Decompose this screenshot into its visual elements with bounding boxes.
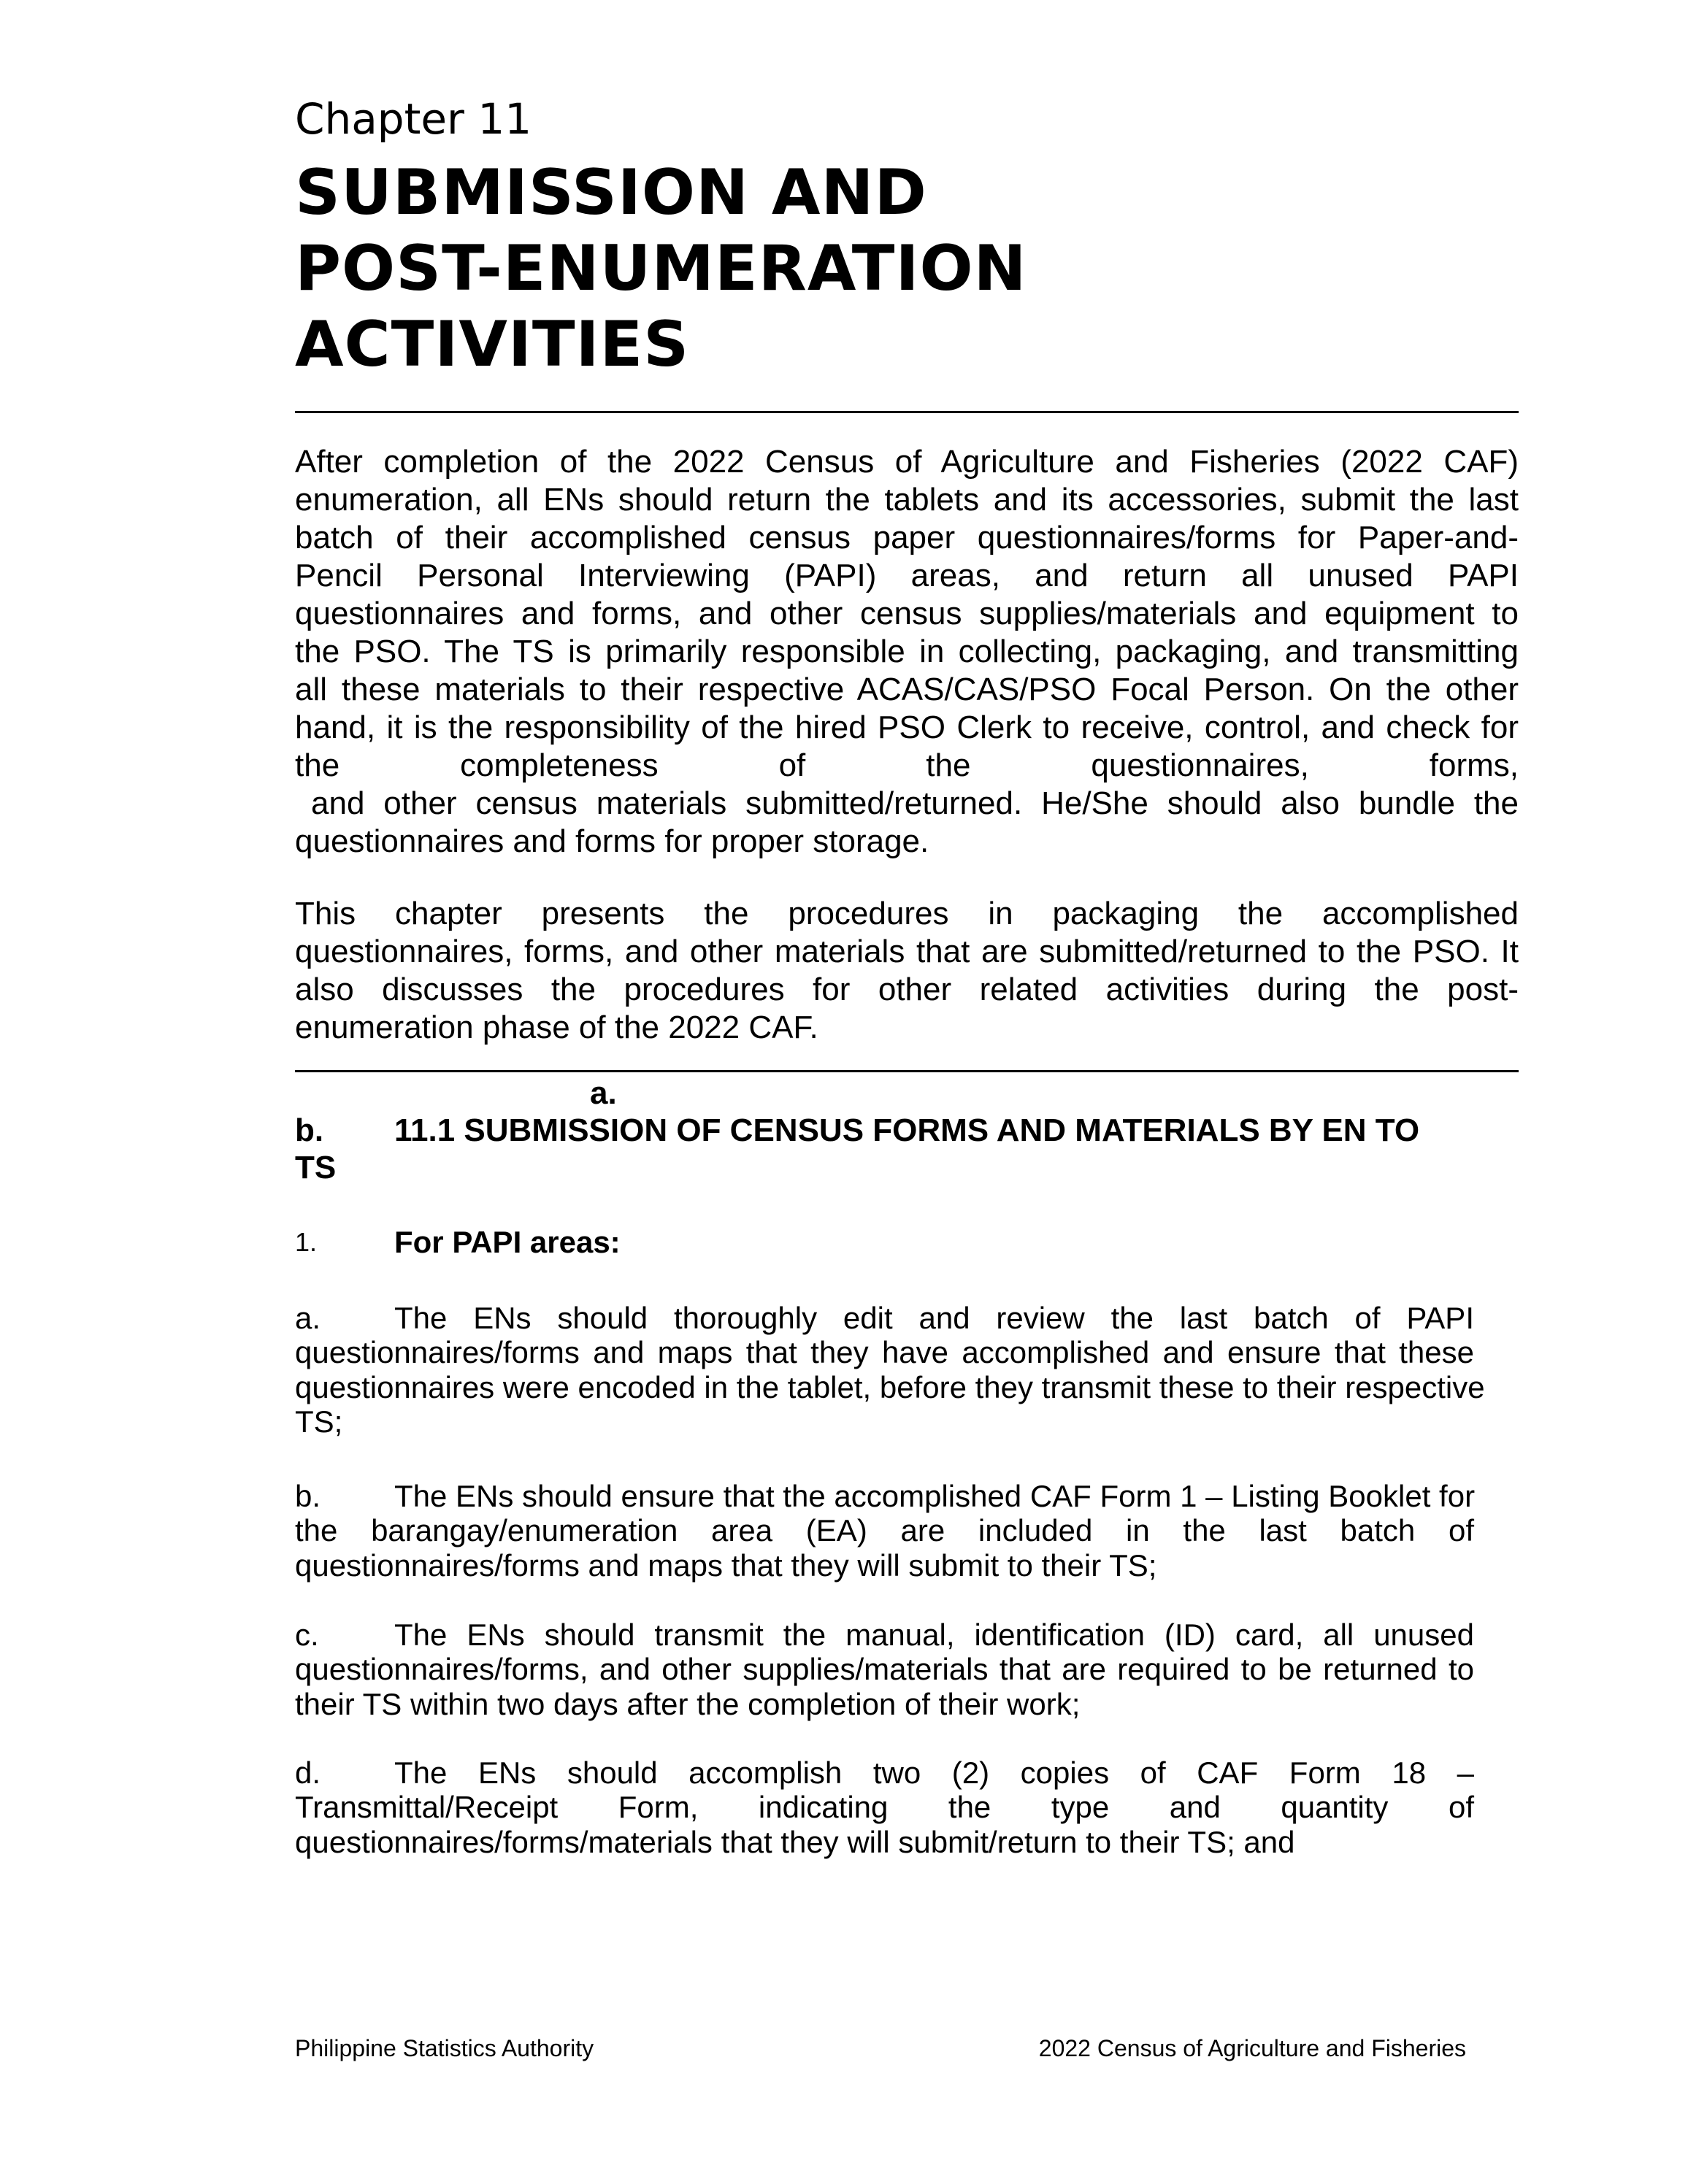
scope-paragraph bbox=[295, 895, 1519, 1047]
text-line: questionnaires/forms/materials that they will submit/return to their TS; and bbox=[295, 1824, 1295, 1859]
chapter-title-line: ACTIVITIES bbox=[295, 308, 690, 381]
footer-publication: 2022 Census of Agriculture and Fisheries bbox=[1038, 2035, 1466, 2061]
text-line: Transmittal/Receipt Form, indicating the type and quantity of bbox=[295, 1790, 1474, 1825]
text-line: also discusses the procedures for other related activities during the post- bbox=[295, 972, 1519, 1007]
text-line: This chapter presents the procedures in packaging the accomplished bbox=[295, 896, 1519, 931]
list-item bbox=[295, 1618, 1474, 1721]
text-line: batch of their accomplished census paper questionnaires/forms for Paper-and- bbox=[295, 520, 1519, 555]
text-line: the completeness of the questionnaires, forms, bbox=[295, 747, 1519, 783]
list-item-label: c. bbox=[295, 1618, 319, 1652]
chapter-title-line: POST-ENUMERATION bbox=[295, 232, 1027, 305]
list-item-label: d. bbox=[295, 1756, 321, 1790]
text-line: After completion of the 2022 Census of Agriculture and Fisheries (2022 CAF) bbox=[295, 444, 1519, 480]
text-line: The ENs should transmit the manual, identification (ID) card, all unused bbox=[394, 1618, 1474, 1652]
chapter-title-line: SUBMISSION AND bbox=[295, 156, 927, 229]
text-line: their TS within two days after the completion of their work; bbox=[295, 1686, 1081, 1721]
text-line: enumeration phase of the 2022 CAF. bbox=[295, 1010, 818, 1045]
chapter-title bbox=[295, 155, 1027, 382]
text-line: questionnaires and forms for proper storage. bbox=[295, 823, 929, 859]
text-line: and other census materials submitted/returned. He/She should also bundle the bbox=[311, 785, 1519, 821]
divider bbox=[295, 411, 1519, 413]
text-line: questionnaires were encoded in the tablet, before they transmit these to their respective bbox=[295, 1369, 1485, 1404]
text-line: questionnaires/forms, and other supplies/materials that are required to be returned to bbox=[295, 1652, 1474, 1687]
list-item bbox=[295, 1756, 1474, 1859]
chapter-label: Chapter 11 bbox=[295, 94, 532, 144]
text-line: questionnaires and forms, and other census supplies/materials and equipment to bbox=[295, 596, 1519, 631]
list-item-label: a. bbox=[295, 1301, 321, 1335]
text-line: The ENs should ensure that the accomplished CAF Form 1 – Listing Booklet for bbox=[394, 1479, 1476, 1513]
subsection-heading: For PAPI areas: bbox=[394, 1225, 621, 1259]
text-line: the PSO. The TS is primarily responsible in collecting, packaging, and transmitting bbox=[295, 634, 1519, 669]
section-pre-label: a. bbox=[590, 1075, 617, 1111]
section-heading-continued: TS bbox=[295, 1150, 337, 1185]
list-item bbox=[295, 1301, 1485, 1439]
list-item-label: b. bbox=[295, 1479, 321, 1513]
intro-paragraph bbox=[295, 443, 1519, 861]
divider bbox=[295, 1070, 1519, 1072]
text-line: Pencil Personal Interviewing (PAPI) areas, and return all unused PAPI bbox=[295, 558, 1519, 593]
subsection-number: 1. bbox=[295, 1227, 318, 1257]
section-label: b. bbox=[295, 1112, 324, 1148]
text-line: the barangay/enumeration area (EA) are included in the last batch of bbox=[295, 1513, 1474, 1548]
list-item bbox=[295, 1479, 1474, 1583]
text-line: questionnaires, forms, and other materials that are submitted/returned to the PSO. It bbox=[295, 934, 1519, 969]
text-line: hand, it is the responsibility of the hired PSO Clerk to receive, control, and check for bbox=[295, 710, 1519, 745]
text-line: The ENs should accomplish two (2) copies of CAF Form 18 – bbox=[394, 1756, 1474, 1790]
text-line: The ENs should thoroughly edit and review the last batch of PAPI bbox=[394, 1301, 1474, 1335]
text-line: all these materials to their respective ACAS/CAS/PSO Focal Person. On the other bbox=[295, 672, 1519, 707]
text-line: TS; bbox=[295, 1404, 343, 1439]
section-heading: 11.1 SUBMISSION OF CENSUS FORMS AND MATERIALS BY EN TO bbox=[394, 1112, 1420, 1148]
text-line: questionnaires/forms and maps that they have accomplished and ensure that these bbox=[295, 1335, 1474, 1370]
text-line: enumeration, all ENs should return the tablets and its accessories, submit the last bbox=[295, 482, 1519, 518]
text-line: questionnaires/forms and maps that they will submit to their TS; bbox=[295, 1547, 1157, 1583]
footer-organization: Philippine Statistics Authority bbox=[295, 2035, 594, 2061]
